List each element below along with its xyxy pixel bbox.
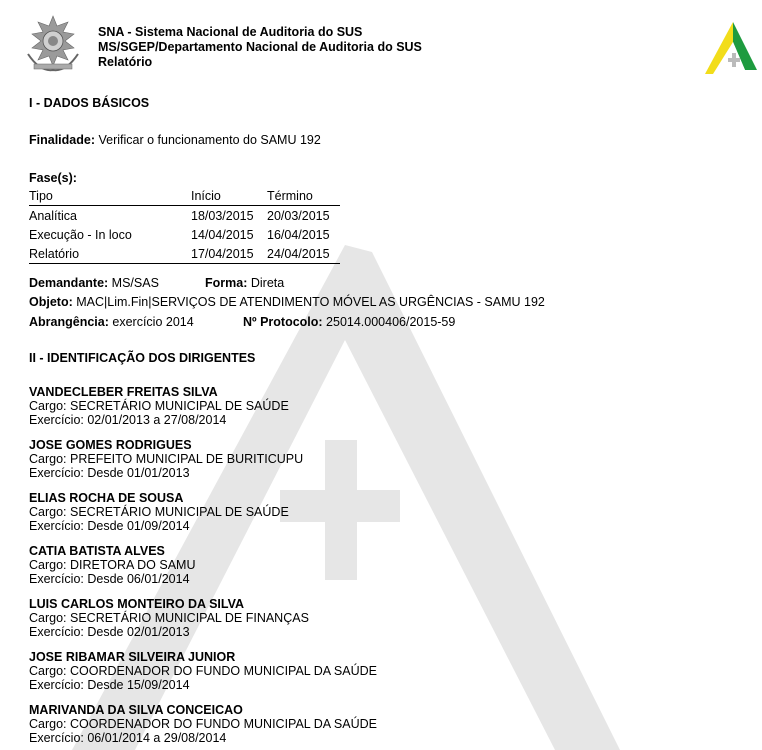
dirigente-exercicio: Exercício: Desde 06/01/2014 — [29, 572, 190, 586]
dirigente-cargo: Cargo: SECRETÁRIO MUNICIPAL DE FINANÇAS — [29, 611, 309, 625]
abrangencia-label: Abrangência: — [29, 315, 109, 329]
dirigente-exercicio: Exercício: Desde 15/09/2014 — [29, 678, 190, 692]
finalidade-line — [29, 133, 321, 147]
section-title-dirigentes: II - IDENTIFICAÇÃO DOS DIRIGENTES — [29, 351, 256, 365]
forma-label: Forma: — [205, 276, 248, 290]
fases-header-row — [29, 186, 340, 206]
dirigente-exercicio: Exercício: Desde 02/01/2013 — [29, 625, 190, 639]
protocolo-line — [243, 315, 455, 329]
list-item — [29, 491, 289, 533]
dirigente-cargo: Cargo: DIRETORA DO SAMU — [29, 558, 196, 572]
fases-col-inicio: Início — [191, 186, 267, 206]
demandante-line — [29, 276, 159, 290]
list-item — [29, 544, 195, 586]
dirigente-nome: CATIA BATISTA ALVES — [29, 544, 165, 558]
forma-value: Direta — [250, 276, 285, 290]
header-doc-type: Relatório — [98, 55, 153, 69]
fases-table — [29, 186, 340, 264]
dirigente-exercicio: Exercício: Desde 01/09/2014 — [29, 519, 190, 533]
dirigente-nome: MARIVANDA DA SILVA CONCEICAO — [29, 703, 243, 717]
fase-termino: 20/03/2015 — [267, 208, 330, 223]
fase-inicio: 17/04/2015 — [191, 244, 267, 264]
header-system-name: SNA - Sistema Nacional de Auditoria do SUS — [98, 25, 363, 39]
denasus-logo-icon — [703, 20, 759, 76]
dirigente-exercicio: Exercício: Desde 01/01/2013 — [29, 466, 190, 480]
dirigente-cargo: Cargo: COORDENADOR DO FUNDO MUNICIPAL DA SAÚDE — [29, 664, 377, 678]
objeto-label: Objeto: — [29, 295, 73, 309]
protocolo-label: Nº Protocolo: — [243, 315, 323, 329]
dirigente-exercicio: Exercício: 06/01/2014 a 29/08/2014 — [29, 731, 227, 745]
forma-line — [205, 276, 284, 290]
fase-tipo: Analítica — [29, 208, 77, 223]
list-item — [29, 438, 303, 480]
finalidade-value: Verificar o funcionamento do SAMU 192 — [98, 133, 321, 147]
dirigente-nome: JOSE GOMES RODRIGUES — [29, 438, 192, 452]
dirigente-nome: JOSE RIBAMAR SILVEIRA JUNIOR — [29, 650, 236, 664]
brasao-crest-icon — [22, 14, 84, 76]
dirigente-nome: VANDECLEBER FREITAS SILVA — [29, 385, 218, 399]
list-item — [29, 385, 289, 427]
objeto-line — [29, 295, 545, 309]
fase-inicio: 14/04/2015 — [191, 227, 254, 242]
fases-col-tipo: Tipo — [29, 186, 191, 206]
dirigente-cargo: Cargo: PREFEITO MUNICIPAL DE BURITICUPU — [29, 452, 304, 466]
dirigente-cargo: Cargo: SECRETÁRIO MUNICIPAL DE SAÚDE — [29, 505, 289, 519]
section-title-dados-basicos: I - DADOS BÁSICOS — [29, 96, 150, 110]
list-item — [29, 597, 309, 639]
demandante-value: MS/SAS — [111, 276, 159, 290]
dirigente-exercicio: Exercício: 02/01/2013 a 27/08/2014 — [29, 413, 227, 427]
finalidade-label: Finalidade: — [29, 133, 95, 147]
protocolo-value: 25014.000406/2015-59 — [326, 315, 456, 329]
fase-tipo: Execução - In loco — [29, 227, 132, 242]
list-item — [29, 703, 377, 745]
header-department: MS/SGEP/Departamento Nacional de Auditoria do SUS — [98, 40, 422, 54]
objeto-value: MAC|Lim.Fin|SERVIÇOS DE ATENDIMENTO MÓVEL AS URGÊNCIAS - SAMU 192 — [76, 295, 545, 309]
demandante-label: Demandante: — [29, 276, 109, 290]
dirigente-nome: ELIAS ROCHA DE SOUSA — [29, 491, 184, 505]
fase-termino: 24/04/2015 — [267, 244, 340, 264]
report-header — [98, 25, 422, 70]
dirigente-cargo: Cargo: COORDENADOR DO FUNDO MUNICIPAL DA SAÚDE — [29, 717, 377, 731]
fase-termino: 16/04/2015 — [267, 227, 330, 242]
fases-col-termino: Término — [267, 186, 340, 206]
table-row — [29, 206, 340, 226]
abrangencia-line — [29, 315, 194, 329]
dirigente-cargo: Cargo: SECRETÁRIO MUNICIPAL DE SAÚDE — [29, 399, 289, 413]
abrangencia-value: exercício 2014 — [112, 315, 194, 329]
fases-label: Fase(s): — [29, 171, 77, 185]
fase-tipo: Relatório — [29, 244, 191, 264]
dirigente-nome: LUIS CARLOS MONTEIRO DA SILVA — [29, 597, 245, 611]
list-item — [29, 650, 377, 692]
table-row — [29, 225, 340, 244]
fase-inicio: 18/03/2015 — [191, 208, 254, 223]
table-row — [29, 244, 340, 264]
